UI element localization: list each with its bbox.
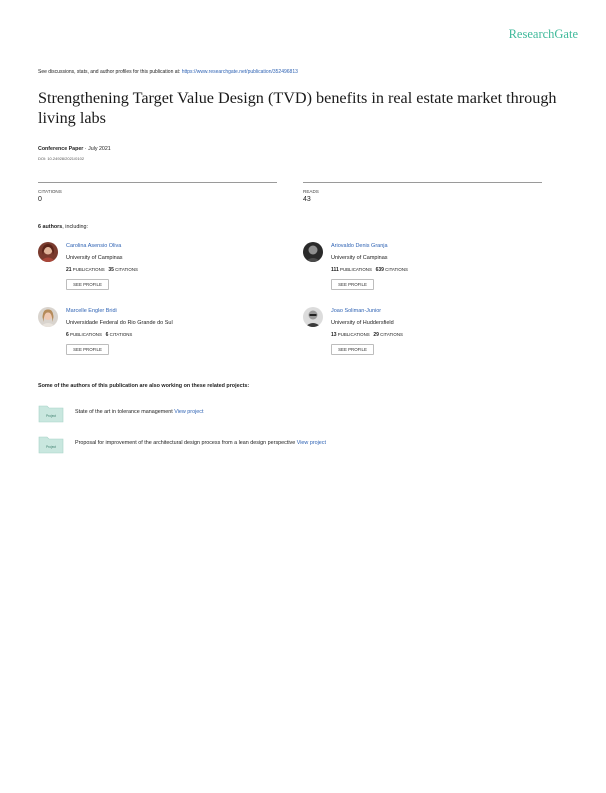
citations-label: CITATIONS — [115, 267, 138, 272]
authors-heading — [38, 224, 88, 230]
publications-count: 13 — [331, 332, 337, 338]
reads-value: 43 — [303, 196, 311, 203]
author-card — [303, 242, 543, 304]
paper-type: Conference Paper — [38, 146, 84, 152]
author-institution: University of Campinas — [66, 255, 123, 261]
author-name[interactable]: Ariovaldo Denis Granja — [331, 243, 388, 249]
author-stats — [331, 267, 408, 273]
project-title — [75, 409, 203, 415]
publication-url[interactable]: https://www.researchgate.net/publication/352496813 — [181, 69, 298, 75]
related-projects-heading: Some of the authors of this publication are also working on these related projects: — [38, 383, 250, 389]
avatar[interactable] — [303, 307, 323, 327]
project-folder-icon — [38, 403, 64, 423]
author-card — [38, 307, 278, 369]
view-project-link[interactable]: View project — [174, 409, 204, 415]
reads-divider — [303, 182, 542, 183]
author-institution: University of Campinas — [331, 255, 388, 261]
publications-count: 6 — [66, 332, 69, 338]
project-folder-label: Project — [46, 414, 56, 418]
author-name[interactable]: Carolina Asensio Oliva — [66, 243, 122, 249]
publications-label: PUBLICATIONS — [340, 267, 372, 272]
project-folder-icon — [38, 434, 64, 454]
publications-label: PUBLICATIONS — [72, 267, 105, 272]
citations-label: CITATIONS — [109, 332, 133, 337]
publications-count: 21 — [66, 267, 72, 273]
view-project-link[interactable]: View project — [296, 440, 326, 446]
citations-count: 29 — [373, 332, 379, 338]
paper-date: · July 2021 — [84, 146, 111, 152]
citations-count: 6 — [105, 332, 109, 338]
paper-doi: DOI: 10.24928/2021/0102 — [38, 156, 85, 161]
authors-suffix: , including: — [62, 224, 89, 230]
reads-label: READS — [303, 189, 319, 194]
project-item — [38, 434, 558, 458]
see-profile-button[interactable]: SEE PROFILE — [331, 344, 374, 355]
see-profile-button[interactable]: SEE PROFILE — [331, 279, 374, 290]
citations-label: CITATIONS — [380, 332, 403, 337]
citations-label: CITATIONS — [38, 189, 62, 194]
citations-label: CITATIONS — [385, 267, 408, 272]
citations-count: 639 — [375, 267, 384, 273]
author-stats — [331, 332, 403, 338]
publications-count: 111 — [331, 267, 339, 273]
author-stats — [66, 332, 132, 338]
project-item — [38, 403, 558, 427]
paper-type-line — [38, 146, 111, 152]
project-folder-label: Project — [46, 445, 56, 449]
publications-label: PUBLICATIONS — [337, 332, 370, 337]
citations-count: 35 — [108, 267, 114, 273]
paper-title: Strengthening Target Value Design (TVD) benefits in real estate market through living labs — [38, 89, 557, 127]
see-prefix: See discussions, stats, and author profiles for this publication at: — [38, 69, 181, 75]
author-institution: University of Huddersfield — [331, 320, 394, 326]
see-profile-button[interactable]: SEE PROFILE — [66, 344, 109, 355]
publications-label: PUBLICATIONS — [70, 332, 102, 337]
author-card — [303, 307, 543, 369]
authors-count: 6 authors — [38, 224, 63, 230]
avatar[interactable] — [38, 307, 58, 327]
researchgate-logo[interactable]: ResearchGate — [508, 27, 578, 41]
project-title — [75, 440, 326, 446]
project-name: Proposal for improvement of the architectural design process from a lean design perspective — [75, 440, 296, 446]
see-discussions-line — [38, 69, 298, 75]
citations-divider — [38, 182, 277, 183]
author-name[interactable]: Marcelle Engler Bridi — [66, 308, 117, 314]
project-name: State of the art in tolerance management — [75, 409, 173, 415]
author-card — [38, 242, 278, 304]
author-institution: Universidade Federal do Rio Grande do Sul — [66, 320, 173, 326]
avatar[interactable] — [38, 242, 58, 262]
see-profile-button[interactable]: SEE PROFILE — [66, 279, 109, 290]
author-name[interactable]: Joao Soliman-Junior — [331, 308, 382, 314]
citations-value: 0 — [38, 196, 42, 203]
author-stats — [66, 267, 138, 273]
avatar[interactable] — [303, 242, 323, 262]
